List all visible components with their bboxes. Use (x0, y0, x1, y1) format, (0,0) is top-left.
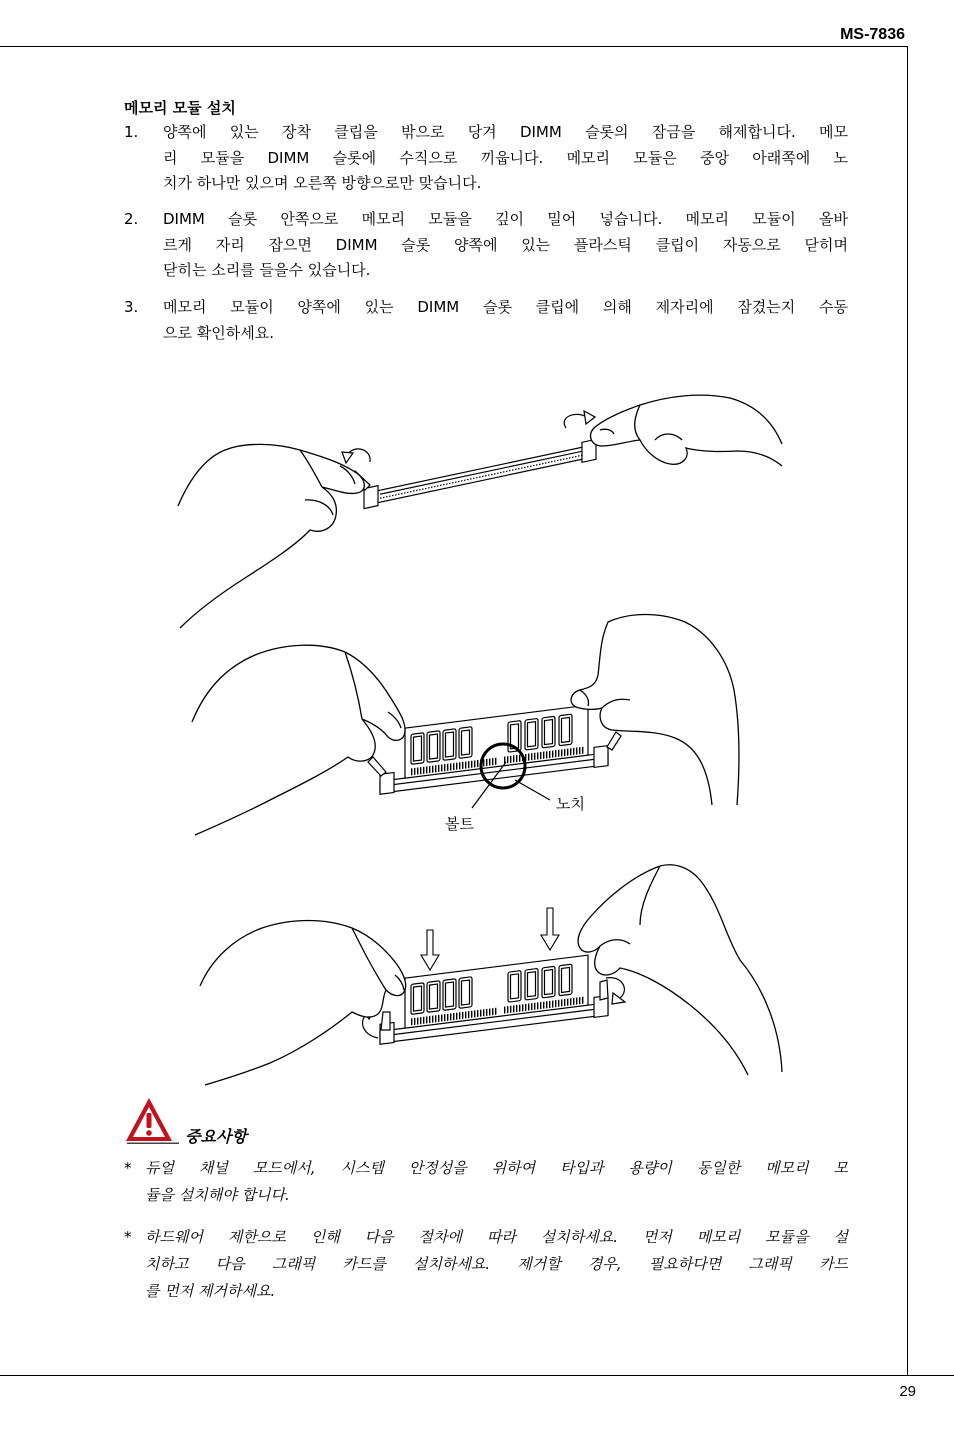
memory-chip (427, 981, 440, 1013)
note-line: 듀얼 채널 모드에서, 시스템 안정성을 위하여 타입과 용량이 동일한 메모리 모 (145, 1159, 848, 1177)
warning-icon (125, 1096, 181, 1146)
step-number: 2. (124, 210, 139, 228)
memory-chip (411, 733, 424, 765)
note-1 (124, 1155, 848, 1209)
note-bullet: * (124, 1159, 132, 1177)
memory-chip (542, 716, 555, 748)
step-2 (124, 207, 848, 284)
memory-chip (525, 968, 538, 1000)
section-title: 메모리 모듈 설치 (124, 99, 236, 117)
right-clip (600, 980, 608, 1000)
step-1 (124, 120, 848, 197)
right-hand (578, 865, 782, 1075)
model-number: MS-7836 (840, 26, 905, 43)
notch-label: 노치 (556, 795, 585, 813)
memory-chip (459, 727, 472, 759)
left-clip (368, 757, 386, 776)
header-rule (0, 46, 908, 47)
step-line: 르게 자리 잡으면 DIMM 슬롯 양쪽에 있는 플라스틱 클립이 자동으로 닫히며 (163, 235, 848, 254)
important-title: 중요사항 (185, 1127, 247, 1146)
note-bullet: * (124, 1228, 132, 1246)
figure-press-module (0, 850, 954, 1095)
step-line: 리 모듈을 DIMM 슬롯에 수직으로 끼웁니다. 메모리 모듈은 중앙 아래쪽에 노 (163, 148, 848, 167)
note-line: 하드웨어 제한으로 인해 다음 절차에 따라 설치하세요. 먼저 메모리 모듈을 설 (145, 1228, 848, 1246)
volt-label: 볼트 (445, 815, 474, 833)
memory-chip (443, 979, 456, 1011)
right-hand (571, 615, 739, 806)
step-3 (124, 295, 848, 346)
step-line: 메모리 모듈이 양쪽에 있는 DIMM 슬롯 클립에 의해 제자리에 잠겼는지 수동 (163, 298, 848, 316)
left-hand (200, 921, 406, 1086)
down-arrow-left (421, 930, 439, 970)
note-line: 를 먼저 제거하세요. (145, 1282, 276, 1300)
note-line: 치하고 다음 그래픽 카드를 설치하세요. 제거할 경우, 필요하다면 그래픽 카드 (145, 1255, 848, 1273)
curved-arrow-right (606, 978, 625, 1004)
step-line: 으로 확인하세요. (163, 323, 274, 342)
step-number: 3. (124, 298, 139, 316)
memory-chip (559, 964, 572, 996)
memory-chip (427, 731, 440, 763)
step-line: 양쪽에 있는 장착 클립을 밖으로 당겨 DIMM 슬롯의 잠금을 해제합니다. 메모 (163, 123, 848, 141)
right-clip (607, 732, 621, 750)
down-arrow-right (541, 908, 559, 950)
curved-arrow-right (564, 411, 595, 428)
page-number: 29 (899, 1383, 916, 1400)
notch-leader-line (515, 780, 550, 800)
step-line: 치가 하나만 있으며 오른쪽 방향으로만 맞습니다. (163, 174, 482, 192)
memory-chip (459, 977, 472, 1009)
dimm-slot (364, 439, 596, 508)
memory-chip (525, 718, 538, 750)
figure-insert-module (0, 600, 954, 845)
memory-chip (411, 983, 424, 1015)
step-line: DIMM 슬롯 안쪽으로 메모리 모듈을 깊이 밀어 넣습니다. 메모리 모듈이 올바 (163, 210, 848, 228)
footer-rule (0, 1375, 954, 1376)
right-hand (591, 395, 782, 466)
step-number: 1. (124, 123, 139, 141)
step-line: 닫히는 소리를 들을수 있습니다. (163, 261, 371, 279)
memory-chip (443, 729, 456, 761)
memory-chip (542, 966, 555, 998)
note-line: 듈을 설치해야 합니다. (145, 1186, 290, 1204)
memory-chip (559, 714, 572, 746)
curved-arrow-left (342, 449, 370, 463)
left-hand (192, 645, 405, 835)
note-2 (124, 1224, 848, 1305)
memory-chip (508, 971, 521, 1003)
left-clip (381, 1012, 390, 1030)
